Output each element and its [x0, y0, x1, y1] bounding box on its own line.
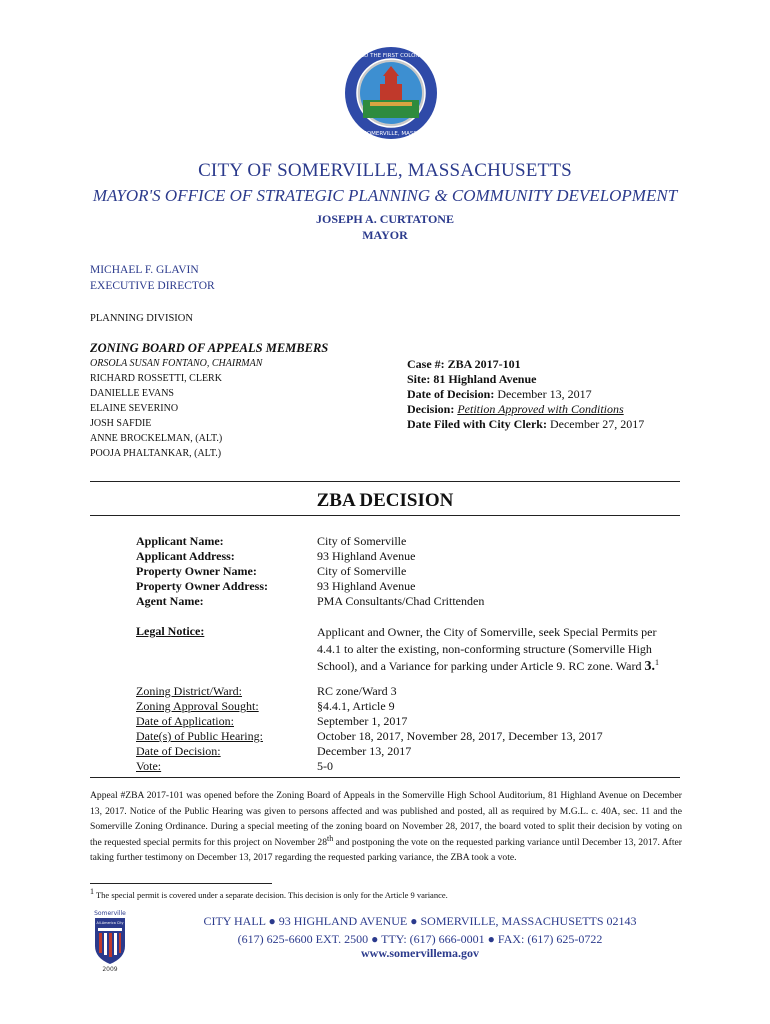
legal-notice-text: Applicant and Owner, the City of Somerville, seek Special Permits per 4.4.1 to alter the existing, non-conforming structure (Somerville High School), and a Variance for parking under Article 9. RC zone. Ward 3.$^1$	[317, 625, 659, 674]
divider-body	[90, 777, 680, 778]
board-member: ANNE BROCKELMAN, (ALT.)	[90, 433, 223, 444]
legal-notice-label: Legal Notice:	[136, 624, 205, 638]
vote-value: 5-0	[317, 759, 333, 773]
svg-text:All-America City: All-America City	[96, 921, 124, 925]
svg-text:SOMERVILLE, MASS.: SOMERVILLE, MASS.	[363, 131, 419, 137]
applicant-block	[136, 534, 696, 609]
applicant-address-label: Applicant Address:	[136, 549, 235, 563]
case-info-block	[407, 357, 644, 432]
mayor-name: JOSEPH A. CURTATONE	[316, 212, 454, 226]
vote-label: Vote:	[136, 759, 162, 773]
footer-website-link[interactable]: www.somervillema.gov	[361, 946, 479, 960]
hearing-dates-label: Date(s) of Public Hearing:	[136, 729, 263, 743]
owner-name-label: Property Owner Name:	[136, 564, 257, 578]
divider-bottom	[90, 515, 680, 516]
owner-address-label: Property Owner Address:	[136, 579, 268, 593]
footnote-divider	[90, 883, 272, 884]
board-title: ZONING BOARD OF APPEALS MEMBERS	[90, 341, 329, 355]
filed-date: December 27, 2017	[549, 417, 645, 431]
zoning-block	[136, 684, 696, 774]
decision-label: Decision:	[407, 402, 455, 416]
decision-date-label-2: Date of Decision:	[136, 744, 221, 758]
executive-director-title: EXECUTIVE DIRECTOR	[90, 280, 215, 292]
board-member: RICHARD ROSSETTI, CLERK	[90, 373, 222, 384]
footer-address: CITY HALL ● 93 HIGHLAND AVENUE ● SOMERVILLE, MASSACHUSETTS 02143	[203, 914, 637, 928]
board-member: JOSH SAFDIE	[90, 418, 152, 429]
city-seal-icon	[337, 46, 445, 140]
board-member: POOJA PHALTANKAR, (ALT.)	[90, 448, 222, 459]
board-member: DANIELLE EVANS	[90, 388, 174, 399]
decision-title: ZBA DECISION	[316, 490, 454, 511]
ward-number: 3.	[644, 659, 655, 674]
applicant-name-value: City of Somerville	[317, 534, 407, 548]
all-america-city-logo-icon	[90, 908, 130, 972]
svg-text:DEFENDED THE FIRST COLONIAL FL: DEFENDED THE FIRST COLONIAL FLAG	[337, 53, 445, 59]
mayor-title: MAYOR	[362, 228, 408, 242]
svg-text:Somerville: Somerville	[94, 910, 126, 917]
board-member: ELAINE SEVERINO	[90, 403, 179, 414]
application-date-value: September 1, 2017	[317, 714, 408, 728]
footer-phones: (617) 625-6600 EXT. 2500 ● TTY: (617) 666-0001 ● FAX: (617) 625-0722	[237, 932, 603, 946]
office-title: MAYOR'S OFFICE OF STRATEGIC PLANNING & COMMUNITY DEVELOPMENT	[92, 186, 678, 205]
planning-division: PLANNING DIVISION	[90, 313, 193, 324]
board-members-block	[90, 341, 390, 461]
board-member: ORSOLA SUSAN FONTANO, CHAIRMAN	[90, 358, 263, 369]
owner-name-value: City of Somerville	[317, 564, 407, 578]
footnote-ref: 1	[655, 658, 659, 667]
agent-name-value: PMA Consultants/Chad Crittenden	[317, 594, 485, 608]
application-date-label: Date of Application:	[136, 714, 234, 728]
zoning-approval-label: Zoning Approval Sought:	[136, 699, 259, 713]
zoning-approval-value: §4.4.1, Article 9	[317, 699, 395, 713]
body-paragraph: Appeal #ZBA 2017-101 was opened before the Zoning Board of Appeals in the Somerville High School Auditorium, 81 Highland Avenue on December 13, 2017. Notice of the Public Hearing was given to persons affected and was published and posted, all as required by M.G.L. c. 40A, sec. 11 and the Somerville Zoning Ordinance. During a special meeting of the zoning board on November 28, 2017, the board voted to split their decision by voting on the requested special permits for this project on November 28th and postponing the vote on the requested parking variance until December 13, 2017. After taking further testimony on December 13, 2017 regarding the requested parking variance, the ZBA took a vote.	[90, 790, 682, 863]
owner-address-value: 93 Highland Avenue	[317, 579, 416, 593]
hearing-dates-value: October 18, 2017, November 28, 2017, December 13, 2017	[317, 729, 603, 743]
applicant-name-label: Applicant Name:	[136, 534, 224, 548]
decision-date-value-2: December 13, 2017	[317, 744, 412, 758]
city-title: CITY OF SOMERVILLE, MASSACHUSETTS	[198, 160, 572, 181]
case-site: Site: 81 Highland Avenue	[407, 372, 537, 386]
footnote: $^1$ The special permit is covered under a separate decision. This decision is only for the Article 9 variance.	[90, 887, 448, 900]
case-number: Case #: ZBA 2017-101	[407, 357, 521, 371]
agent-name-label: Agent Name:	[136, 594, 204, 608]
decision-date-label: Date of Decision:	[407, 387, 495, 401]
zoning-district-value: RC zone/Ward 3	[317, 684, 397, 698]
executive-director-name: MICHAEL F. GLAVIN	[90, 264, 199, 276]
divider-top	[90, 481, 680, 482]
zoning-district-label: Zoning District/Ward:	[136, 684, 243, 698]
filed-date-label: Date Filed with City Clerk:	[407, 417, 547, 431]
executive-director-block	[90, 262, 215, 294]
applicant-address-value: 93 Highland Avenue	[317, 549, 416, 563]
decision-date: December 13, 2017	[497, 387, 592, 401]
svg-text:2009: 2009	[102, 966, 118, 973]
decision-value: Petition Approved with Conditions	[457, 402, 624, 416]
